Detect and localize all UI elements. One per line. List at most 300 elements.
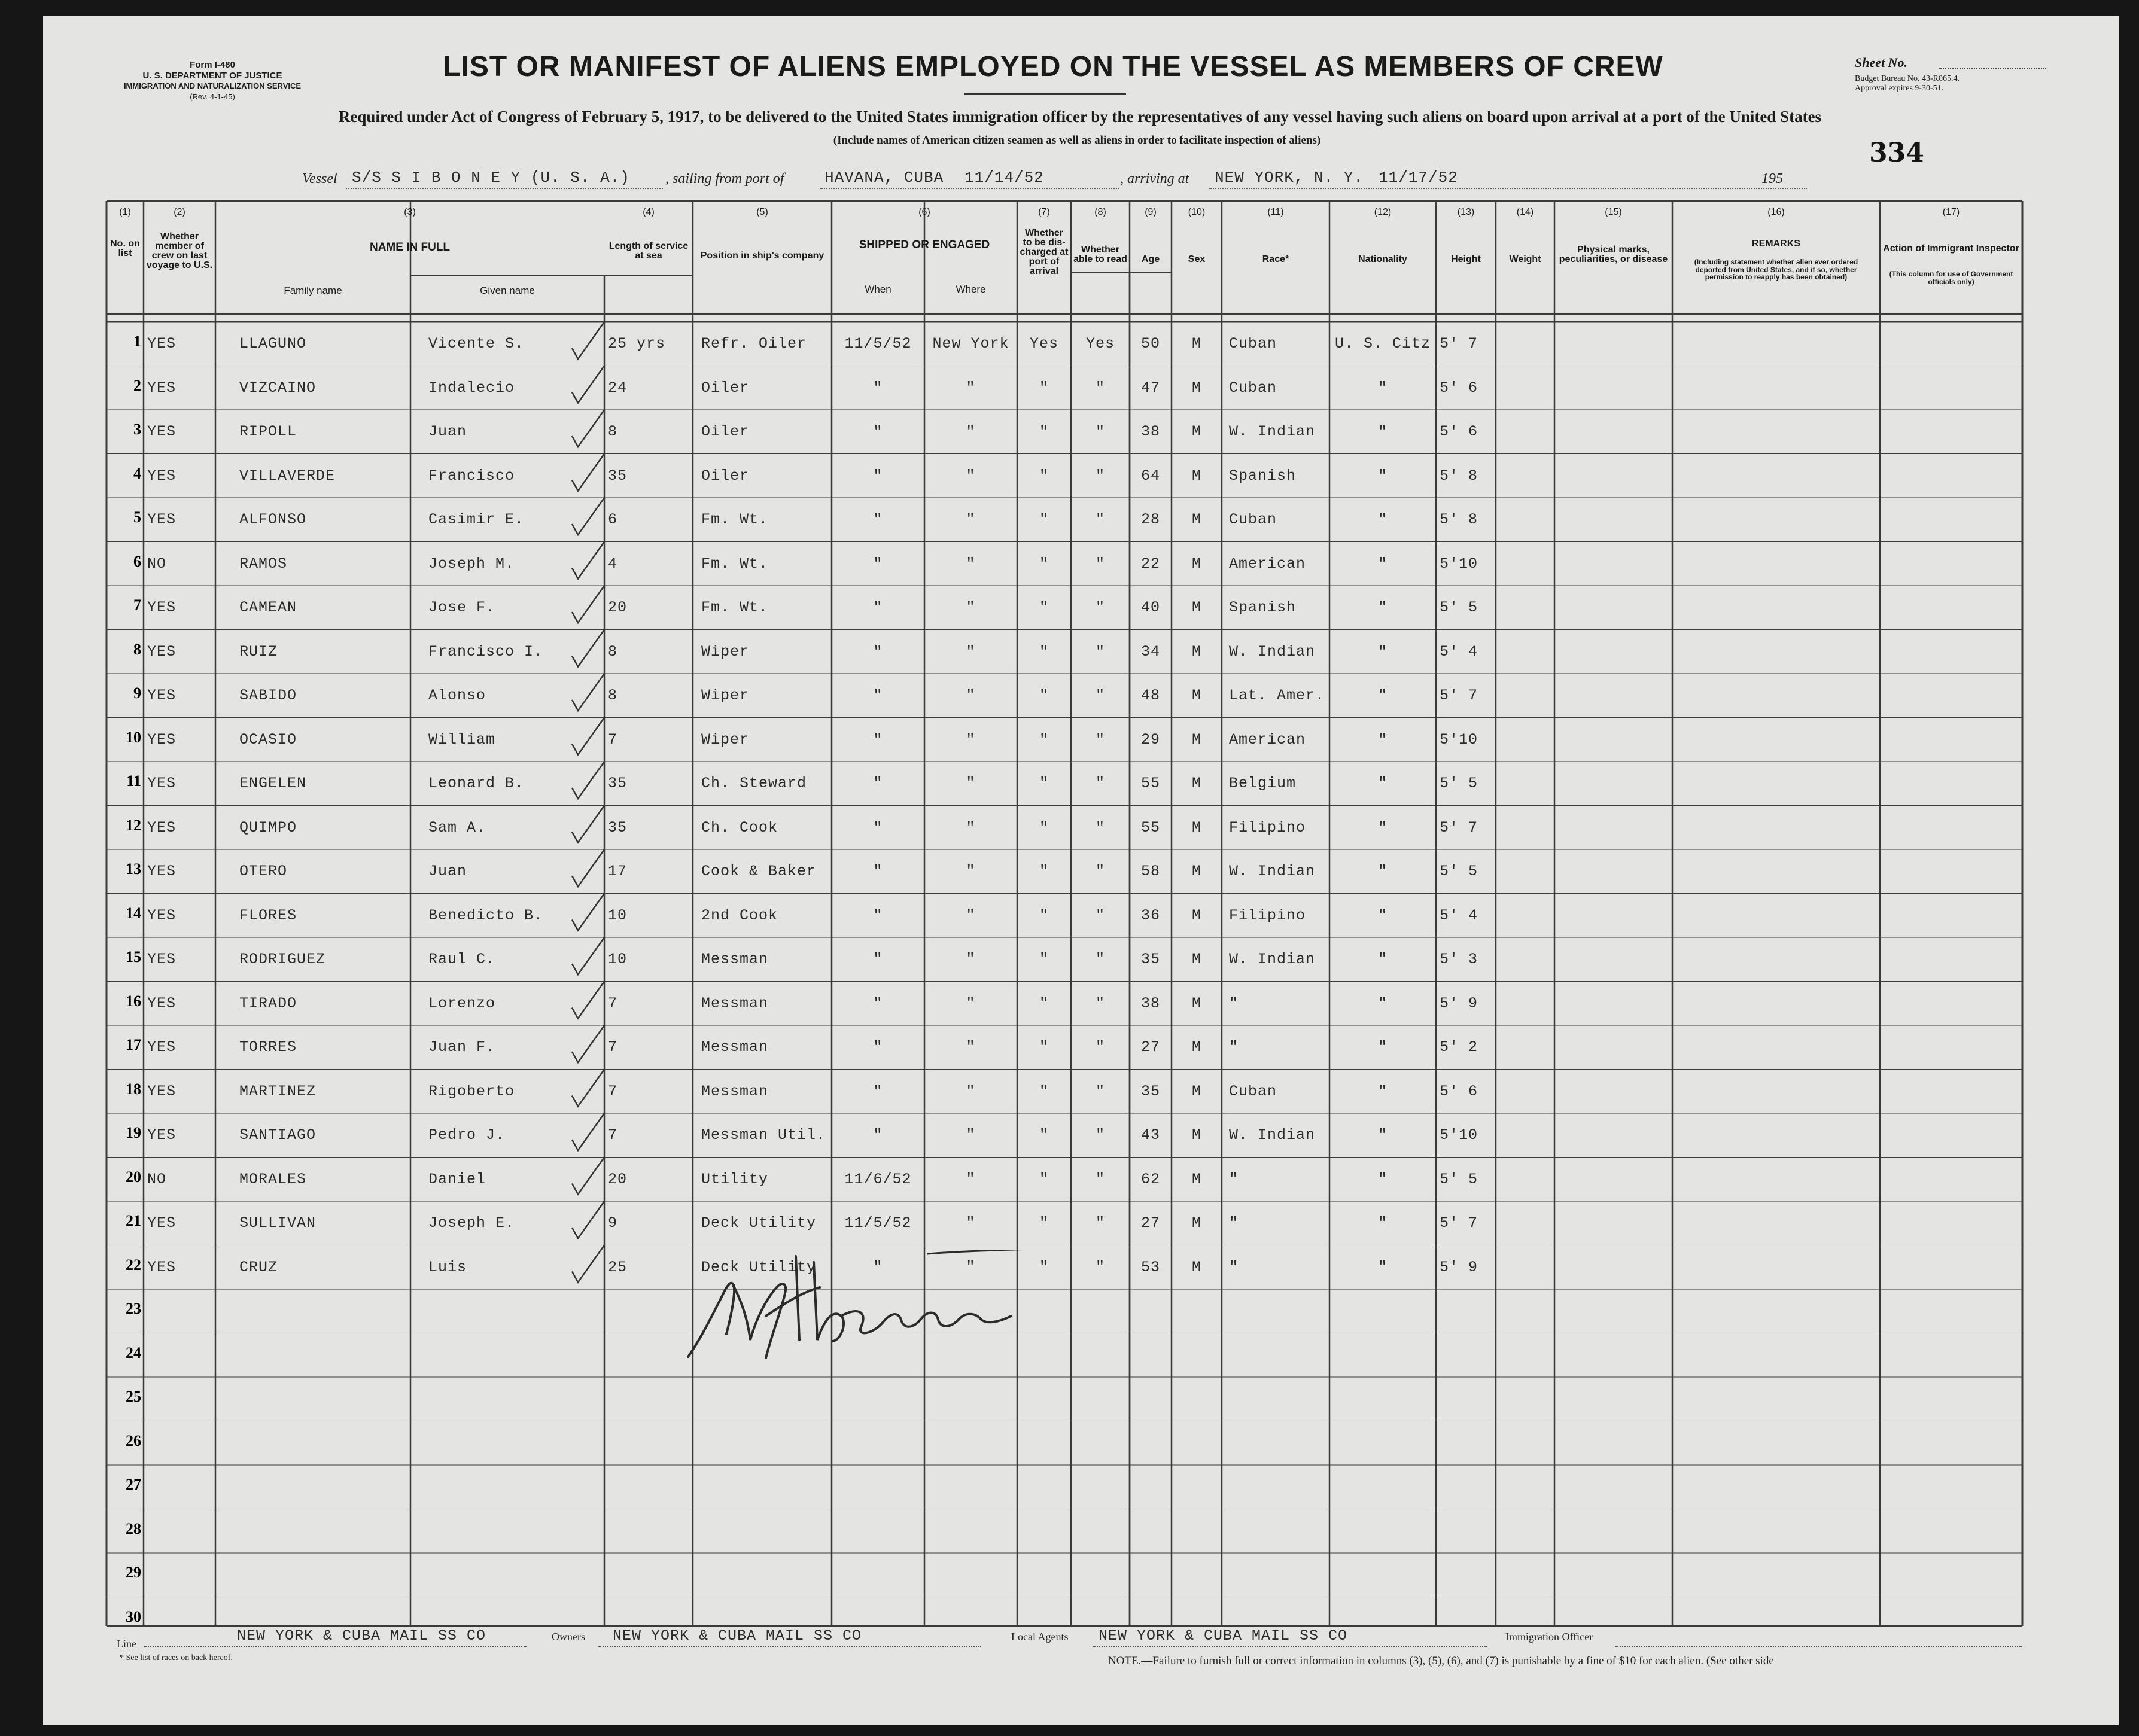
footer-agents-value: NEW YORK & CUBA MAIL SS CO bbox=[1099, 1627, 1348, 1644]
column-header-c3: NAME IN FULL bbox=[369, 241, 451, 254]
row-read: " bbox=[1095, 994, 1105, 1012]
column-header-c9: Age bbox=[1141, 254, 1160, 264]
row-discharged: " bbox=[1039, 511, 1049, 528]
row-number: 2 bbox=[133, 376, 141, 394]
row-sex: M bbox=[1191, 775, 1201, 792]
row-given: Vicente S. bbox=[428, 335, 525, 352]
row-given: Alonso bbox=[428, 687, 486, 704]
row-position: Fm. Wt. bbox=[701, 555, 769, 572]
row-sex: M bbox=[1191, 730, 1201, 748]
row-family: TIRADO bbox=[239, 994, 297, 1012]
row-sex: M bbox=[1191, 1126, 1201, 1144]
row-when: " bbox=[873, 818, 883, 836]
column-header-c17: Action of Immigrant Inspector bbox=[1883, 243, 2019, 254]
row-when: " bbox=[873, 555, 883, 572]
row-age: 64 bbox=[1140, 467, 1160, 485]
approval-expiry: Approval expires 9-30-51. bbox=[1855, 84, 1944, 93]
row-read: " bbox=[1095, 642, 1105, 660]
year-label: 195 bbox=[1761, 171, 1783, 187]
row-nationality: " bbox=[1377, 511, 1388, 528]
row-discharged: " bbox=[1039, 555, 1049, 572]
row-where: " bbox=[966, 818, 976, 836]
row-family: ENGELEN bbox=[239, 775, 307, 792]
column-header-c8: Whether able to read bbox=[1073, 245, 1127, 264]
row-given: Juan F. bbox=[428, 1038, 496, 1056]
row-given: Sam A. bbox=[428, 818, 486, 836]
row-where: " bbox=[966, 555, 976, 572]
row-prev: YES bbox=[147, 379, 177, 397]
row-family: VILLAVERDE bbox=[239, 467, 336, 485]
row-sex: M bbox=[1191, 423, 1201, 440]
row-height: 5' 6 bbox=[1440, 379, 1478, 397]
row-given: William bbox=[428, 730, 496, 748]
footer-officer-label: Immigration Officer bbox=[1505, 1631, 1593, 1643]
row-age: 38 bbox=[1140, 994, 1160, 1012]
row-number: 19 bbox=[126, 1124, 141, 1141]
budget-bureau: Budget Bureau No. 43-R065.4. bbox=[1855, 74, 1960, 83]
row-prev: YES bbox=[147, 1214, 177, 1232]
row-service: 17 bbox=[608, 863, 628, 880]
row-discharged: " bbox=[1039, 906, 1049, 924]
row-sex: M bbox=[1191, 1038, 1201, 1056]
row-nationality: " bbox=[1377, 730, 1388, 748]
subtitle-note: (Include names of American citizen seamen as well as aliens in order to facilitate inspection of aliens) bbox=[833, 134, 1321, 147]
row-nationality: U. S. Citz bbox=[1334, 335, 1431, 352]
row-age: 58 bbox=[1140, 863, 1160, 880]
row-read: Yes bbox=[1085, 335, 1115, 352]
vessel-name: S/S S I B O N E Y (U. S. A.) bbox=[352, 169, 630, 187]
row-given: Juan bbox=[428, 863, 467, 880]
column-header-c7: Whether to be dis-charged at port of arrival bbox=[1020, 228, 1069, 276]
row-number: 17 bbox=[126, 1036, 141, 1053]
row-family: VIZCAINO bbox=[239, 379, 317, 397]
row-nationality: " bbox=[1377, 599, 1388, 616]
row-given: Jose F. bbox=[428, 599, 496, 616]
row-discharged: " bbox=[1039, 1170, 1049, 1188]
row-read: " bbox=[1095, 906, 1105, 924]
row-sex: M bbox=[1191, 994, 1201, 1012]
row-position: Wiper bbox=[701, 730, 750, 748]
row-family: ALFONSO bbox=[239, 511, 307, 528]
departure-port: HAVANA, CUBA bbox=[824, 169, 944, 187]
row-given: Francisco I. bbox=[428, 642, 544, 660]
row-prev: YES bbox=[147, 863, 177, 880]
vessel-label: Vessel bbox=[302, 171, 337, 187]
row-when: " bbox=[873, 599, 883, 616]
row-age: 34 bbox=[1140, 642, 1160, 660]
row-height: 5' 5 bbox=[1440, 863, 1478, 880]
row-sex: M bbox=[1191, 1082, 1201, 1100]
row-height: 5' 8 bbox=[1440, 511, 1478, 528]
row-age: 40 bbox=[1140, 599, 1160, 616]
row-prev: YES bbox=[147, 951, 177, 968]
row-position: Deck Utility bbox=[701, 1214, 817, 1232]
row-position: Utility bbox=[701, 1170, 769, 1188]
row-prev: YES bbox=[147, 775, 177, 792]
arrival-port: NEW YORK, N. Y. bbox=[1215, 169, 1364, 187]
row-read: " bbox=[1095, 687, 1105, 704]
row-read: " bbox=[1095, 555, 1105, 572]
row-read: " bbox=[1095, 775, 1105, 792]
row-discharged: " bbox=[1039, 951, 1049, 968]
row-number: 26 bbox=[126, 1432, 141, 1449]
row-nationality: " bbox=[1377, 1126, 1388, 1144]
row-nationality: " bbox=[1377, 687, 1388, 704]
row-position: Ch. Steward bbox=[701, 775, 807, 792]
row-race: Filipino bbox=[1229, 818, 1306, 836]
row-sex: M bbox=[1191, 863, 1201, 880]
row-nationality: " bbox=[1377, 1258, 1388, 1276]
row-nationality: " bbox=[1377, 1082, 1388, 1100]
row-sex: M bbox=[1191, 906, 1201, 924]
row-where: " bbox=[966, 1170, 976, 1188]
row-discharged: " bbox=[1039, 642, 1049, 660]
column-number-c1: (1) bbox=[119, 207, 131, 217]
column-header-c14: Weight bbox=[1509, 254, 1541, 264]
row-position: Cook & Baker bbox=[701, 863, 817, 880]
row-given: Raul C. bbox=[428, 951, 496, 968]
row-service: 35 bbox=[608, 467, 628, 485]
row-number: 21 bbox=[126, 1212, 141, 1229]
row-number: 27 bbox=[126, 1476, 141, 1493]
row-position: Messman bbox=[701, 994, 769, 1012]
row-age: 38 bbox=[1140, 423, 1160, 440]
row-number: 23 bbox=[126, 1300, 141, 1317]
row-service: 25 bbox=[608, 1258, 628, 1276]
row-prev: NO bbox=[147, 555, 167, 572]
row-race: " bbox=[1229, 994, 1239, 1012]
subtitle: Required under Act of Congress of February 5, 1917, to be delivered to the United States immigration officer by the representatives of any vessel having such aliens on board upon arrival at a port of the United States bbox=[338, 108, 1822, 126]
footer-line-value: NEW YORK & CUBA MAIL SS CO bbox=[237, 1627, 486, 1644]
row-race: W. Indian bbox=[1229, 642, 1316, 660]
row-prev: YES bbox=[147, 730, 177, 748]
inspector-note: (This column for use of Government officials only) bbox=[1889, 270, 2013, 286]
row-family: SANTIAGO bbox=[239, 1126, 317, 1144]
row-service: 10 bbox=[608, 906, 628, 924]
row-sex: M bbox=[1191, 511, 1201, 528]
form-department: U. S. DEPARTMENT OF JUSTICE bbox=[142, 71, 282, 81]
row-where: " bbox=[966, 599, 976, 616]
row-prev: YES bbox=[147, 687, 177, 704]
row-given: Francisco bbox=[428, 467, 515, 485]
row-where: " bbox=[966, 863, 976, 880]
row-sex: M bbox=[1191, 642, 1201, 660]
row-position: Messman Util. bbox=[701, 1126, 826, 1144]
row-race: American bbox=[1229, 730, 1306, 748]
row-when: " bbox=[873, 863, 883, 880]
row-when: " bbox=[873, 687, 883, 704]
form-number: Form I-480 bbox=[190, 60, 235, 70]
row-height: 5' 7 bbox=[1440, 687, 1478, 704]
row-age: 29 bbox=[1140, 730, 1160, 748]
row-read: " bbox=[1095, 730, 1105, 748]
row-nationality: " bbox=[1377, 379, 1388, 397]
row-age: 36 bbox=[1140, 906, 1160, 924]
row-read: " bbox=[1095, 863, 1105, 880]
row-number: 14 bbox=[126, 904, 141, 922]
row-discharged: " bbox=[1039, 730, 1049, 748]
row-family: TORRES bbox=[239, 1038, 297, 1056]
row-when: " bbox=[873, 423, 883, 440]
arrival-date: 11/17/52 bbox=[1379, 169, 1458, 187]
footer-owners-value: NEW YORK & CUBA MAIL SS CO bbox=[613, 1627, 862, 1644]
row-race: " bbox=[1229, 1170, 1239, 1188]
column-number-c14: (14) bbox=[1516, 207, 1534, 217]
column-number-c17: (17) bbox=[1942, 207, 1960, 217]
row-position: Oiler bbox=[701, 379, 750, 397]
row-where: " bbox=[966, 642, 976, 660]
row-nationality: " bbox=[1377, 906, 1388, 924]
row-family: FLORES bbox=[239, 906, 297, 924]
row-service: 8 bbox=[608, 687, 618, 704]
row-service: 8 bbox=[608, 423, 618, 440]
row-number: 9 bbox=[133, 684, 141, 702]
row-sex: M bbox=[1191, 379, 1201, 397]
column-number-c4: (4) bbox=[643, 207, 655, 217]
form-service: IMMIGRATION AND NATURALIZATION SERVICE bbox=[123, 81, 302, 90]
row-prev: YES bbox=[147, 467, 177, 485]
row-nationality: " bbox=[1377, 555, 1388, 572]
row-discharged: " bbox=[1039, 423, 1049, 440]
row-race: Spanish bbox=[1229, 599, 1297, 616]
row-where: " bbox=[966, 1258, 976, 1276]
row-race: Belgium bbox=[1229, 775, 1297, 792]
stamped-sheet-number: 334 bbox=[1869, 138, 1924, 168]
row-nationality: " bbox=[1377, 1170, 1388, 1188]
row-read: " bbox=[1095, 951, 1105, 968]
row-when: " bbox=[873, 467, 883, 485]
row-number: 13 bbox=[126, 860, 141, 878]
row-position: Wiper bbox=[701, 642, 750, 660]
row-given: Pedro J. bbox=[428, 1126, 506, 1144]
row-nationality: " bbox=[1377, 951, 1388, 968]
row-race: " bbox=[1229, 1214, 1239, 1232]
footer-owners-rule bbox=[598, 1646, 981, 1647]
row-family: LLAGUNO bbox=[239, 335, 307, 352]
row-age: 22 bbox=[1140, 555, 1160, 572]
row-nationality: " bbox=[1377, 423, 1388, 440]
column-number-c7: (7) bbox=[1038, 207, 1050, 217]
row-family: MARTINEZ bbox=[239, 1082, 317, 1100]
remarks-note: (Including statement whether alien ever ordered deported from United States, and if so, whether permission to reapply has been obtained) bbox=[1694, 258, 1858, 282]
row-age: 53 bbox=[1140, 1258, 1160, 1276]
row-family: RIPOLL bbox=[239, 423, 297, 440]
row-prev: NO bbox=[147, 1170, 167, 1188]
row-age: 27 bbox=[1140, 1038, 1160, 1056]
row-position: Refr. Oiler bbox=[701, 335, 807, 352]
column-subheader-where: Where bbox=[956, 284, 986, 295]
column-subheader-when: When bbox=[865, 284, 891, 295]
row-number: 15 bbox=[126, 948, 141, 966]
column-header-c15: Physical marks, peculiarities, or disease bbox=[1559, 245, 1668, 264]
row-sex: M bbox=[1191, 467, 1201, 485]
row-when: " bbox=[873, 511, 883, 528]
row-race: Filipino bbox=[1229, 906, 1306, 924]
footer-line-rule bbox=[144, 1646, 527, 1647]
row-sex: M bbox=[1191, 1170, 1201, 1188]
row-age: 28 bbox=[1140, 511, 1160, 528]
row-given: Casimir E. bbox=[428, 511, 525, 528]
row-prev: YES bbox=[147, 511, 177, 528]
column-number-c13: (13) bbox=[1457, 207, 1475, 217]
row-sex: M bbox=[1191, 335, 1201, 352]
row-discharged: " bbox=[1039, 775, 1049, 792]
row-where: New York bbox=[932, 335, 1009, 352]
row-where: " bbox=[966, 951, 976, 968]
row-given: Joseph E. bbox=[428, 1214, 515, 1232]
column-header-c11: Race* bbox=[1262, 254, 1289, 264]
row-position: Oiler bbox=[701, 423, 750, 440]
row-height: 5'10 bbox=[1440, 555, 1478, 572]
column-number-c8: (8) bbox=[1094, 207, 1106, 217]
row-where: " bbox=[966, 1082, 976, 1100]
sailing-label: , sailing from port of bbox=[665, 171, 784, 187]
row-service: 35 bbox=[608, 818, 628, 836]
row-service: 25 yrs bbox=[608, 335, 666, 352]
row-sex: M bbox=[1191, 687, 1201, 704]
row-read: " bbox=[1095, 379, 1105, 397]
row-number: 7 bbox=[133, 596, 141, 614]
column-number-c3: (3) bbox=[404, 207, 416, 217]
row-family: RAMOS bbox=[239, 555, 288, 572]
column-number-c15: (15) bbox=[1605, 207, 1622, 217]
column-header-c5: Position in ship's company bbox=[700, 251, 824, 261]
column-header-c4: Length of service at sea bbox=[608, 241, 689, 261]
row-service: 24 bbox=[608, 379, 628, 397]
row-position: Fm. Wt. bbox=[701, 511, 769, 528]
row-where: " bbox=[966, 730, 976, 748]
row-race: W. Indian bbox=[1229, 1126, 1316, 1144]
row-family: CRUZ bbox=[239, 1258, 278, 1276]
row-given: Daniel bbox=[428, 1170, 486, 1188]
row-nationality: " bbox=[1377, 642, 1388, 660]
row-family: SABIDO bbox=[239, 687, 297, 704]
row-read: " bbox=[1095, 1170, 1105, 1188]
column-number-c10: (10) bbox=[1188, 207, 1206, 217]
column-number-c9: (9) bbox=[1145, 207, 1157, 217]
row-race: Cuban bbox=[1229, 1082, 1277, 1100]
row-read: " bbox=[1095, 1258, 1105, 1276]
row-prev: YES bbox=[147, 1038, 177, 1056]
row-prev: YES bbox=[147, 335, 177, 352]
form-revision: (Rev. 4-1-45) bbox=[190, 92, 235, 101]
row-prev: YES bbox=[147, 423, 177, 440]
row-age: 35 bbox=[1140, 951, 1160, 968]
row-read: " bbox=[1095, 599, 1105, 616]
row-height: 5' 5 bbox=[1440, 775, 1478, 792]
row-number: 6 bbox=[133, 552, 141, 570]
column-header-c2: Whether member of crew on last voyage to U.S. bbox=[146, 232, 213, 270]
row-when: " bbox=[873, 775, 883, 792]
row-family: OCASIO bbox=[239, 730, 297, 748]
row-nationality: " bbox=[1377, 1214, 1388, 1232]
row-number: 20 bbox=[126, 1168, 141, 1186]
sheet-label: Sheet No. bbox=[1855, 55, 1907, 70]
row-when: " bbox=[873, 1258, 883, 1276]
row-race: Cuban bbox=[1229, 511, 1277, 528]
row-height: 5' 6 bbox=[1440, 423, 1478, 440]
row-given: Luis bbox=[428, 1258, 467, 1276]
row-age: 27 bbox=[1140, 1214, 1160, 1232]
column-header-c10: Sex bbox=[1188, 254, 1206, 264]
row-discharged: Yes bbox=[1029, 335, 1058, 352]
column-subheader-family: Family name bbox=[284, 285, 342, 296]
row-read: " bbox=[1095, 1038, 1105, 1056]
row-when: 11/6/52 bbox=[844, 1170, 912, 1188]
row-service: 7 bbox=[608, 1038, 618, 1056]
row-number: 5 bbox=[133, 508, 141, 526]
row-when: " bbox=[873, 1038, 883, 1056]
row-where: " bbox=[966, 687, 976, 704]
row-number: 12 bbox=[126, 816, 141, 834]
column-number-c6: (6) bbox=[918, 207, 930, 217]
row-read: " bbox=[1095, 1214, 1105, 1232]
row-discharged: " bbox=[1039, 379, 1049, 397]
row-sex: M bbox=[1191, 1214, 1201, 1232]
row-number: 1 bbox=[133, 333, 141, 350]
row-number: 29 bbox=[126, 1564, 141, 1581]
footer-owners-label: Owners bbox=[552, 1631, 585, 1643]
penalty-note: NOTE.—Failure to furnish full or correct information in columns (3), (5), (6), and (7) is punishable by a fine of $10 for each alien. (See other side bbox=[1108, 1655, 1774, 1667]
row-prev: YES bbox=[147, 1126, 177, 1144]
row-discharged: " bbox=[1039, 1214, 1049, 1232]
row-service: 7 bbox=[608, 994, 618, 1012]
row-race: Lat. Amer. bbox=[1229, 687, 1325, 704]
row-number: 25 bbox=[126, 1388, 141, 1405]
row-prev: YES bbox=[147, 599, 177, 616]
column-number-c12: (12) bbox=[1374, 207, 1392, 217]
row-number: 22 bbox=[126, 1256, 141, 1274]
row-number: 4 bbox=[133, 464, 141, 482]
row-sex: M bbox=[1191, 951, 1201, 968]
row-when: " bbox=[873, 906, 883, 924]
row-position: Oiler bbox=[701, 467, 750, 485]
column-number-c2: (2) bbox=[174, 207, 185, 217]
row-height: 5' 7 bbox=[1440, 818, 1478, 836]
row-race: W. Indian bbox=[1229, 951, 1316, 968]
row-prev: YES bbox=[147, 906, 177, 924]
row-family: RODRIGUEZ bbox=[239, 951, 326, 968]
row-where: " bbox=[966, 1214, 976, 1232]
row-sex: M bbox=[1191, 1258, 1201, 1276]
row-nationality: " bbox=[1377, 994, 1388, 1012]
row-race: Cuban bbox=[1229, 379, 1277, 397]
row-given: Juan bbox=[428, 423, 467, 440]
row-family: OTERO bbox=[239, 863, 288, 880]
row-height: 5' 2 bbox=[1440, 1038, 1478, 1056]
row-discharged: " bbox=[1039, 1258, 1049, 1276]
row-family: RUIZ bbox=[239, 642, 278, 660]
row-where: " bbox=[966, 1126, 976, 1144]
row-where: " bbox=[966, 775, 976, 792]
row-given: Joseph M. bbox=[428, 555, 515, 572]
row-discharged: " bbox=[1039, 994, 1049, 1012]
row-read: " bbox=[1095, 511, 1105, 528]
row-family: SULLIVAN bbox=[239, 1214, 317, 1232]
row-service: 10 bbox=[608, 951, 628, 968]
row-discharged: " bbox=[1039, 1082, 1049, 1100]
row-height: 5' 8 bbox=[1440, 467, 1478, 485]
row-discharged: " bbox=[1039, 1126, 1049, 1144]
column-header-c16: REMARKS bbox=[1752, 239, 1800, 249]
row-age: 50 bbox=[1140, 335, 1160, 352]
row-discharged: " bbox=[1039, 687, 1049, 704]
row-height: 5' 9 bbox=[1440, 994, 1478, 1012]
footer-line-label: Line bbox=[117, 1638, 136, 1650]
row-height: 5' 6 bbox=[1440, 1082, 1478, 1100]
row-service: 7 bbox=[608, 730, 618, 748]
page-title: LIST OR MANIFEST OF ALIENS EMPLOYED ON THE VESSEL AS MEMBERS OF CREW bbox=[443, 51, 1663, 83]
